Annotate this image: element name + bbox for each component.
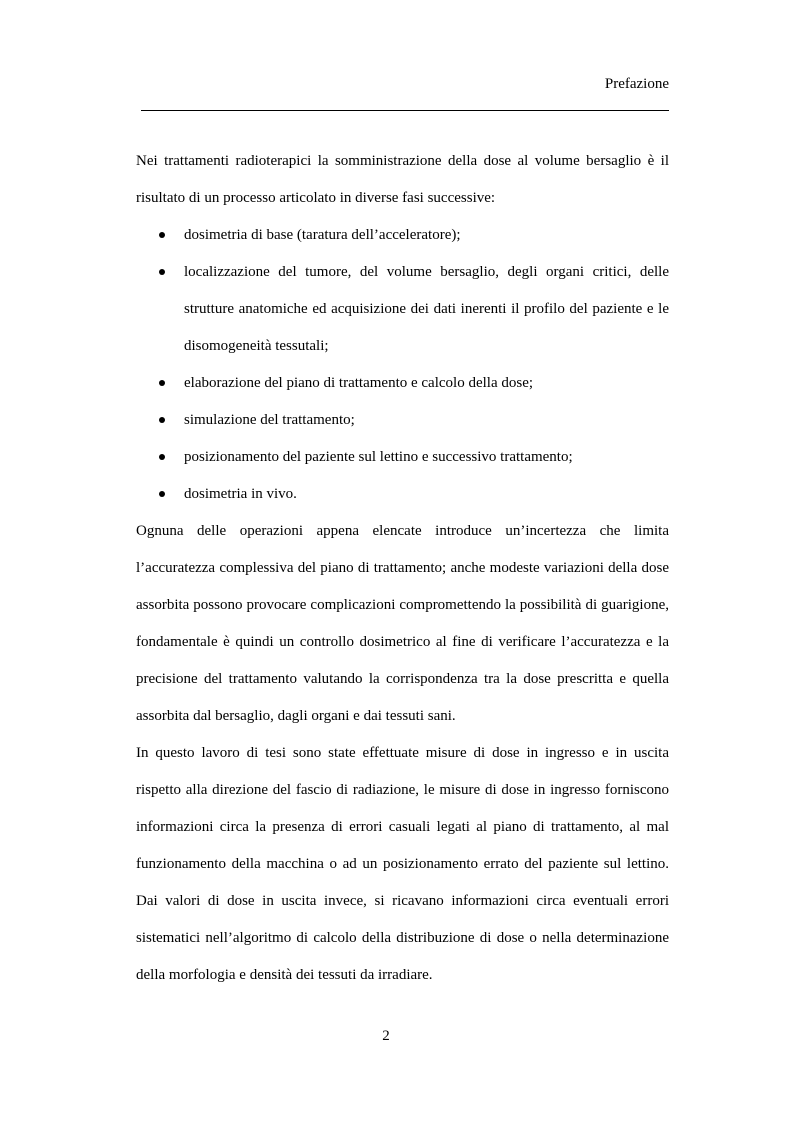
- list-item-text: dosimetria in vivo.: [184, 486, 297, 502]
- bullet-icon: [159, 232, 165, 238]
- header-rule: [141, 110, 669, 111]
- list-item: [136, 217, 669, 254]
- page-body: [136, 143, 669, 994]
- bullet-icon: [159, 380, 165, 386]
- list-item: [136, 439, 669, 476]
- running-header: Prefazione: [604, 76, 669, 92]
- uncertainty-paragraph: Ognuna delle operazioni appena elencate introduce un’incertezza che limita l’accuratezza complessiva del piano di trattamento; anche modeste variazioni della dose assorbita possono provocare complicazioni compromettendo la possibilità di guarigione, fondamentale è quindi un controllo dosimetrico al fine di verificare l’accuratezza e la precisione del trattamento valutando la corrispondenza tra la dose prescritta e quella assorbita dal bersaglio, dagli organi e dai tessuti sani.: [136, 523, 669, 724]
- bullet-icon: [159, 417, 165, 423]
- list-item: [136, 402, 669, 439]
- bullet-icon: [159, 491, 165, 497]
- phase-list: [136, 217, 669, 513]
- list-item-text: simulazione del trattamento;: [184, 412, 355, 428]
- thesis-paragraph: In questo lavoro di tesi sono state effettuate misure di dose in ingresso e in uscita rispetto alla direzione del fascio di radiazione, le misure di dose in ingresso forniscono informazioni circa la presenza di errori casuali legati al piano di trattamento, al mal funzionamento della macchina o ad un posizionamento errato del paziente sul lettino. Dai valori di dose in uscita invece, si ricavano informazioni circa eventuali errori sistematici nell’algoritmo di calcolo della distribuzione di dose o nella determinazione della morfologia e densità dei tessuti da irradiare.: [136, 745, 669, 983]
- bullet-icon: [159, 454, 165, 460]
- list-item-text: elaborazione del piano di trattamento e calcolo della dose;: [184, 375, 534, 391]
- list-item-text: localizzazione del tumore, del volume bersaglio, degli organi critici, delle strutture anatomiche ed acquisizione dei dati inerenti il profilo del paziente e le disomogeneità tessutali;: [184, 264, 669, 354]
- list-item-text: dosimetria di base (taratura dell’acceleratore);: [184, 227, 461, 243]
- list-item: [136, 365, 669, 402]
- list-item: [136, 476, 669, 513]
- list-item: [136, 254, 669, 365]
- list-item-text: posizionamento del paziente sul lettino e successivo trattamento;: [184, 449, 573, 465]
- bullet-icon: [159, 269, 165, 275]
- intro-paragraph: Nei trattamenti radioterapici la somministrazione della dose al volume bersaglio è il risultato di un processo articolato in diverse fasi successive:: [136, 153, 669, 206]
- page-number: 2: [382, 1028, 390, 1044]
